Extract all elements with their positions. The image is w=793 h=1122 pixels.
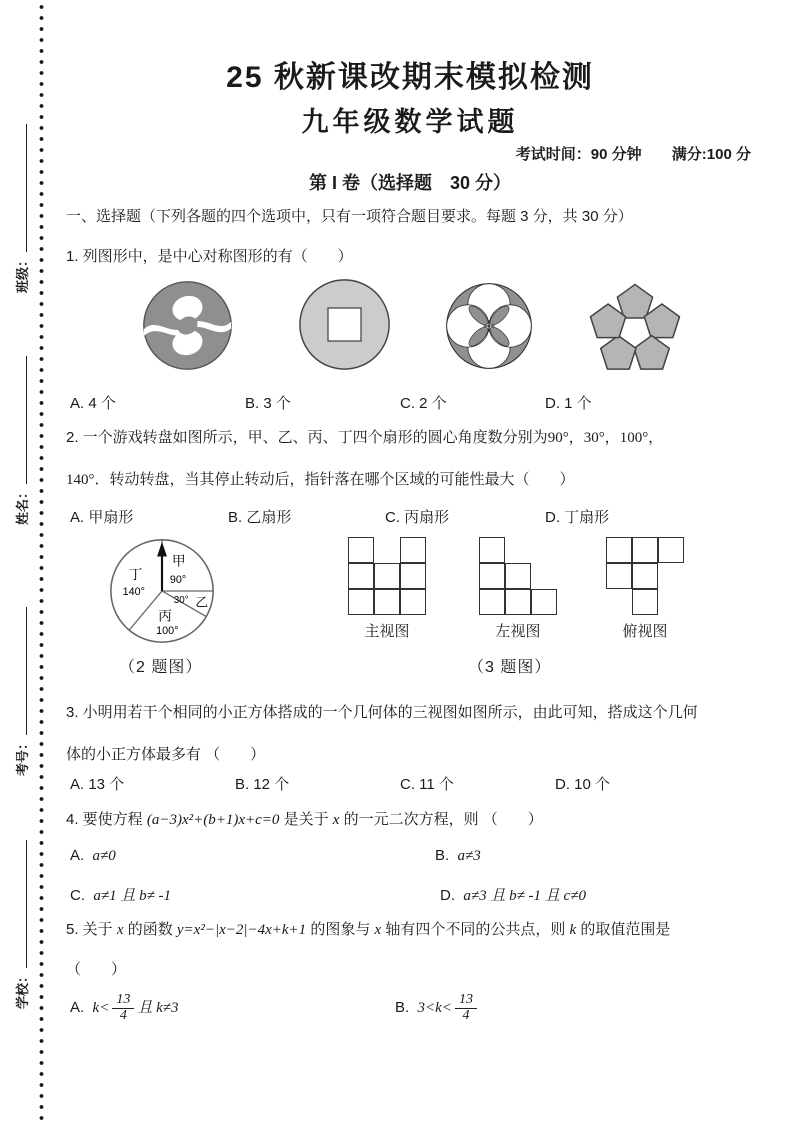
front-view-grid [348,537,426,615]
fraction-numerator: 13 [455,993,477,1009]
grid-cell-empty [531,537,557,563]
q5-option-a [70,993,178,1023]
pie-label-ding: 丁 [128,567,143,583]
grid-cell-filled [374,563,400,589]
q1-option-a: A. 4 个 [70,395,116,412]
q4-option-b-text: a≠3 [457,848,481,864]
q4-option-d [440,884,586,905]
grid-cell-empty [374,537,400,563]
q4-option-d-text: a≠3 且 b≠ -1 且 c≠0 [463,888,586,904]
margin-field-exam-number [12,580,30,776]
q2-figure-caption: （2 题图） [119,659,203,676]
four-petal-circle-figure [443,280,535,372]
q2-option-b: B. 乙扇形 [228,509,292,526]
class-blank-line [15,124,27,252]
grid-cell-empty [505,537,531,563]
q5-stem-text-4: 轴有四个不同的公共点，则 [385,921,566,938]
exam-number-blank-line [15,607,27,735]
pie-label-jia: 甲 [171,553,186,569]
grid-cell-empty [531,563,557,589]
pie-label-yi: 乙 [195,594,209,610]
left-view-grid [479,537,557,615]
margin-label-school: 学校： [15,969,30,1009]
q5-stem-line1 [66,918,670,939]
grid-cell-filled [479,589,505,615]
square-hole-coin-figure [296,276,393,373]
q5-options-row [0,985,793,1029]
pie-label-bing: 丙 [158,608,172,624]
q5-stem-text-3: 的图象与 [310,921,371,938]
spinner-pie-figure [103,530,221,648]
pie-angle-bing: 100° [156,625,179,638]
q5-option-a-letter: A. [70,999,85,1017]
q1-stem: 1. 列图形中，是中心对称图形的有（ ） [66,248,353,265]
q3-stem-line2: 体的小正方体最多有 （ ） [66,746,266,763]
q4-stem-text-1: 4. 要使方程 [66,811,143,828]
grid-cell-filled [348,563,374,589]
swirl-circle-figure [140,278,235,373]
fraction-numerator: 13 [112,993,134,1009]
q5-option-a-fraction [112,993,134,1023]
q5-option-a-pre: k< [92,1000,110,1017]
grid-cell-filled [348,537,374,563]
q5-option-b-fraction [455,993,477,1023]
q3-options-row [0,773,793,795]
q2-angle-1: 90°， [547,430,584,446]
grid-cell-filled [479,563,505,589]
q4-option-a-text: a≠0 [92,848,116,864]
q2-stem-line2 [66,468,575,489]
q5-stem-text-2: 的函数 [127,921,173,938]
grid-cell-filled [374,589,400,615]
left-view-label: 左视图 [495,623,541,640]
q2-option-a: A. 甲扇形 [70,509,134,526]
pie-angle-yi: 30° [173,594,189,606]
margin-label-exam-number: 考号： [15,736,30,776]
q5-option-a-post: 且 k≠3 [137,1000,179,1017]
q5-variable-2: x [374,922,382,938]
q5-variable-1: x [116,922,124,938]
grid-cell-filled [658,537,684,563]
q1-option-c: C. 2 个 [400,395,447,412]
q2-angle-3: 100°， [619,430,664,446]
q4-option-c-text: a≠1 且 b≠ -1 [93,888,172,904]
q1-option-b: B. 3 个 [245,395,291,412]
q1-options-row [0,392,793,414]
fraction-denominator: 4 [119,1007,127,1023]
q5-option-b-letter: B. [395,999,410,1017]
grid-cell-empty [658,563,684,589]
margin-field-name [12,329,30,525]
grid-cell-filled [632,589,658,615]
q3-figure-caption: （3 题图） [468,659,552,676]
q3-option-b: B. 12 个 [235,776,290,793]
pie-angle-ding: 140° [122,585,146,598]
q4-option-c-letter: C. [70,887,85,904]
q5-option-b-pre: 3<k< [417,1000,452,1017]
exam-info-line [490,143,751,164]
q4-option-a-letter: A. [70,847,85,864]
q3-option-a: A. 13 个 [70,776,125,793]
grid-cell-filled [505,589,531,615]
q2-option-d: D. 丁扇形 [545,509,610,526]
q2-options-row [0,506,793,528]
q4-options-row2 [0,884,793,906]
grid-cell-filled [632,563,658,589]
page-subtitle: 九年级数学试题 [301,107,519,137]
q4-option-c [70,884,171,905]
margin-field-school [12,813,30,1009]
margin-label-class: 班级： [15,253,30,293]
grid-cell-filled [400,537,426,563]
grid-cell-filled [400,589,426,615]
pie-angle-jia: 90° [169,574,187,587]
seal-dotted-line [39,2,44,1120]
q5-stem-text-1: 5. 关于 [66,921,113,938]
q2-stem-text-2: ．转动转盘，当其停止转动后，指针落在哪个区域的可能性最大（ ） [94,471,575,488]
q3-option-d: D. 10 个 [555,776,611,793]
q4-formula: (a−3)x²+(b+1)x+c=0 [146,812,280,828]
q2-stem-line1 [66,426,663,447]
q5-stem-text-5: 的取值范围是 [580,921,671,938]
section-intro: 一、选择题（下列各题的四个选项中，只有一项符合题目要求。每题 3 分，共 30 分） [66,208,633,225]
fraction-denominator: 4 [462,1007,470,1023]
q2-stem-text: 2. 一个游戏转盘如图所示，甲、乙、丙、丁四个扇形的圆心角度数分别为 [66,429,548,446]
pentagon-flower-figure [585,279,685,377]
section-title: 第 I 卷（选择题 30 分） [308,173,512,193]
page-title: 25 秋新课改期末模拟检测 [226,61,594,94]
grid-cell-filled [606,563,632,589]
top-view-label: 俯视图 [622,623,668,640]
q1-option-d: D. 1 个 [545,395,592,412]
q2-angle-2: 30°， [583,430,620,446]
grid-cell-filled [531,589,557,615]
full-score: 满分:100 分 [671,146,751,163]
q5-variable-3: k [569,922,577,938]
grid-cell-filled [505,563,531,589]
grid-cell-filled [348,589,374,615]
grid-cell-filled [400,563,426,589]
grid-cell-filled [632,537,658,563]
q4-option-b-letter: B. [435,847,450,864]
q4-variable: x [332,812,340,828]
exam-time: 考试时间：90 分钟 [515,146,642,163]
top-view-grid [606,537,684,615]
q4-stem-text-3: 的一元二次方程，则 （ ） [343,811,543,828]
q4-option-a [70,847,116,865]
q3-stem-line1: 3. 小明用若干个相同的小正方体搭成的一个几何体的三视图如图所示，由此可知，搭成这个几何 [66,704,698,721]
grid-cell-empty [606,589,632,615]
q5-formula: y=x²−|x−2|−4x+k+1 [176,922,307,938]
grid-cell-filled [479,537,505,563]
q3-option-c: C. 11 个 [400,776,454,793]
grid-cell-filled [606,537,632,563]
q4-option-b [435,847,481,865]
q5-option-b [395,993,480,1023]
margin-field-class [12,97,30,293]
front-view-label: 主视图 [364,623,410,640]
q4-stem [66,808,543,829]
grid-cell-empty [658,589,684,615]
q4-option-d-letter: D. [440,887,455,904]
q2-angle-4: 140° [66,472,95,488]
q4-options-row1 [0,847,793,869]
q4-stem-text-2: 是关于 [283,811,329,828]
q5-stem-line2: （ ） [66,961,127,978]
name-blank-line [15,356,27,484]
q2-option-c: C. 丙扇形 [385,509,450,526]
margin-label-name: 姓名： [15,485,30,525]
